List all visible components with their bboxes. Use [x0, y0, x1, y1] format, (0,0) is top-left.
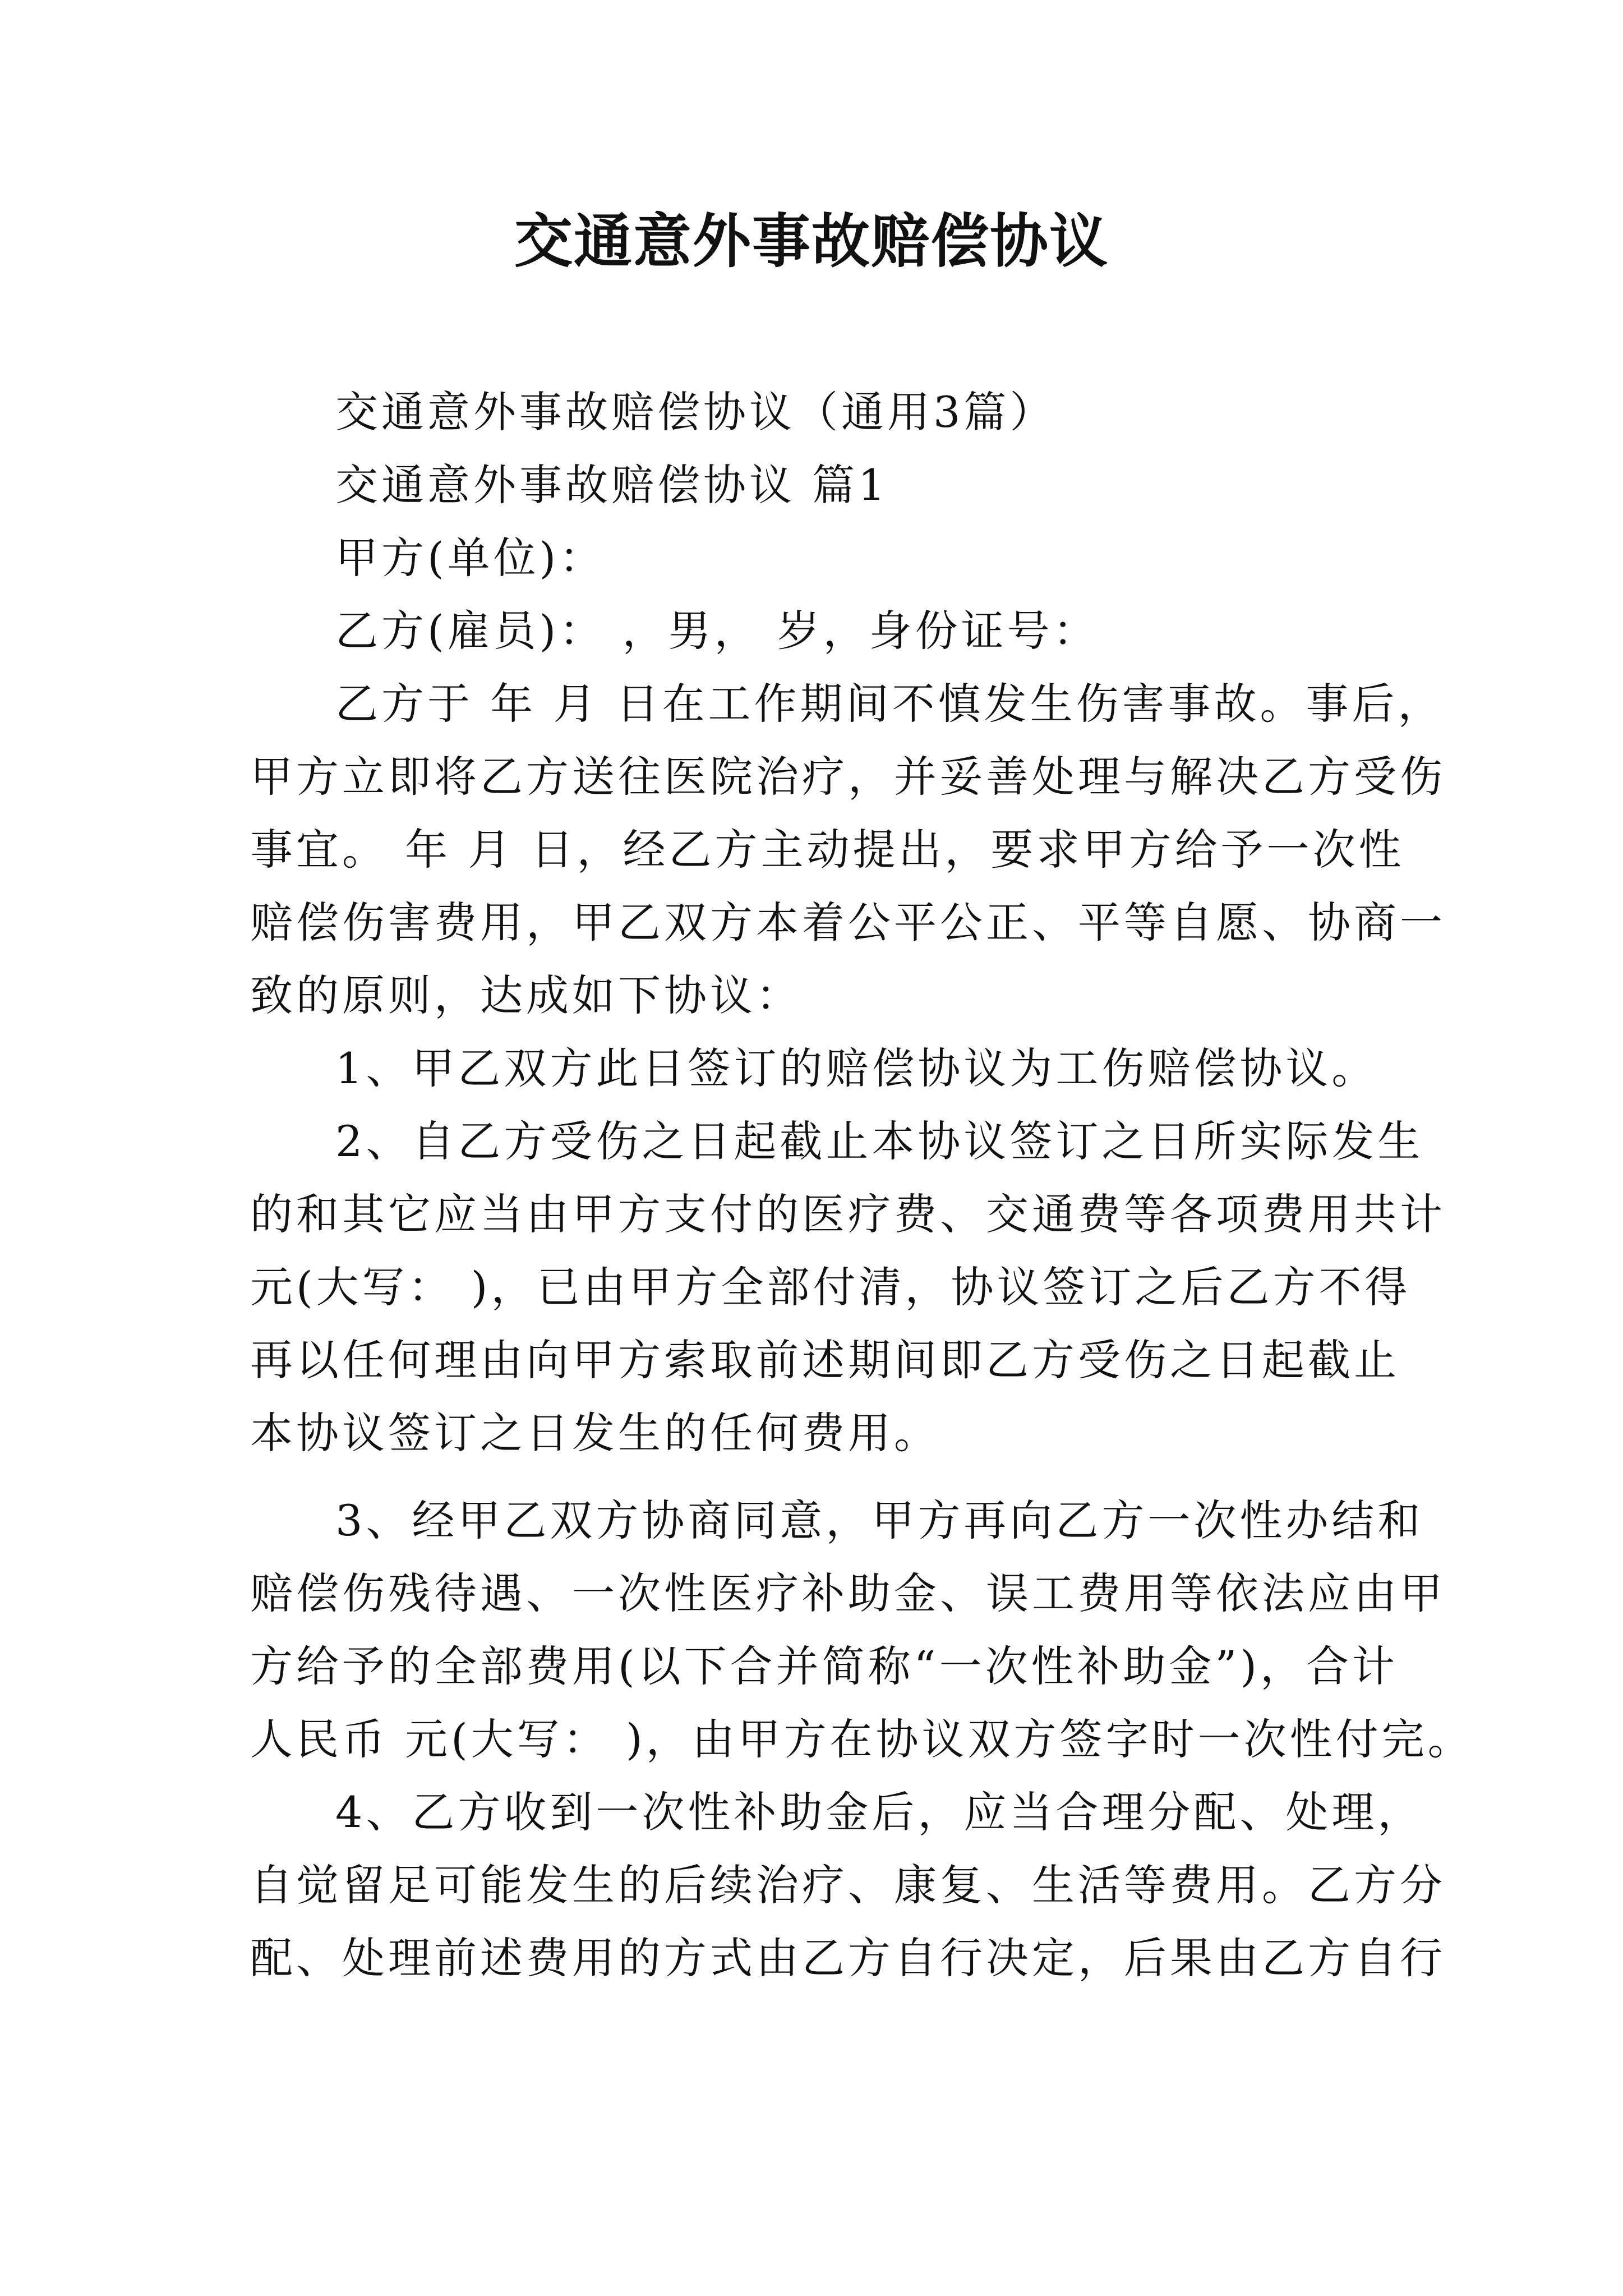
text-line-19: 人民币 元(大写： )，由甲方在协议双方签字时一次性付完。 [250, 1714, 1474, 1764]
text-line-20: 4、乙方收到一次性补助金后，应当合理分配、处理， [335, 1787, 1424, 1837]
document-body [250, 376, 1474, 1995]
text-line-8: 赔偿伤害费用，甲乙双方本着公平公正、平等自愿、协商一 [250, 898, 1446, 947]
document-title: 交通意外事故赔偿协议 [514, 206, 1109, 275]
text-line-17: 赔偿伤残待遇、一次性医疗补助金、误工费用等依法应由甲 [250, 1568, 1446, 1618]
text-line-21: 自觉留足可能发生的后续治疗、康复、生活等费用。乙方分 [250, 1860, 1446, 1910]
text-line-16: 3、经甲乙双方协商同意，甲方再向乙方一次性办结和 [335, 1496, 1424, 1545]
text-line-10: 1、甲乙双方此日签订的赔偿协议为工伤赔偿协议。 [335, 1043, 1378, 1093]
text-line-18: 方给予的全部费用(以下合并简称“一次性补助金”)，合计 [250, 1641, 1399, 1691]
text-line-6: 甲方立即将乙方送往医院治疗，并妥善处理与解决乙方受伤 [250, 752, 1446, 802]
text-line-3: 甲方(单位)： [335, 533, 606, 583]
text-line-12: 的和其它应当由甲方支付的医疗费、交通费等各项费用共计 [250, 1189, 1446, 1239]
text-line-9: 致的原则，达成如下协议： [250, 970, 802, 1020]
text-line-4: 乙方(雇员)： ，男， 岁，身份证号： [335, 606, 1099, 656]
text-line-1: 交通意外事故赔偿协议（通用3篇） [335, 387, 1056, 437]
text-line-15: 本协议签订之日发生的任何费用。 [250, 1408, 940, 1458]
text-line-22: 配、处理前述费用的方式由乙方自行决定，后果由乙方自行 [250, 1933, 1446, 1983]
text-line-13: 元(大写： )，已由甲方全部付清，协议签订之后乙方不得 [250, 1262, 1411, 1312]
text-line-11: 2、自乙方受伤之日起截止本协议签订之日所实际发生 [335, 1116, 1424, 1166]
text-line-14: 再以任何理由向甲方索取前述期间即乙方受伤之日起截止 [250, 1335, 1400, 1385]
text-line-7: 事宜。 年 月 日，经乙方主动提出，要求甲方给予一次性 [250, 825, 1405, 875]
text-line-5: 乙方于 年 月 日在工作期间不慎发生伤害事故。事后， [335, 679, 1444, 729]
text-line-2: 交通意外事故赔偿协议 篇1 [335, 460, 889, 510]
